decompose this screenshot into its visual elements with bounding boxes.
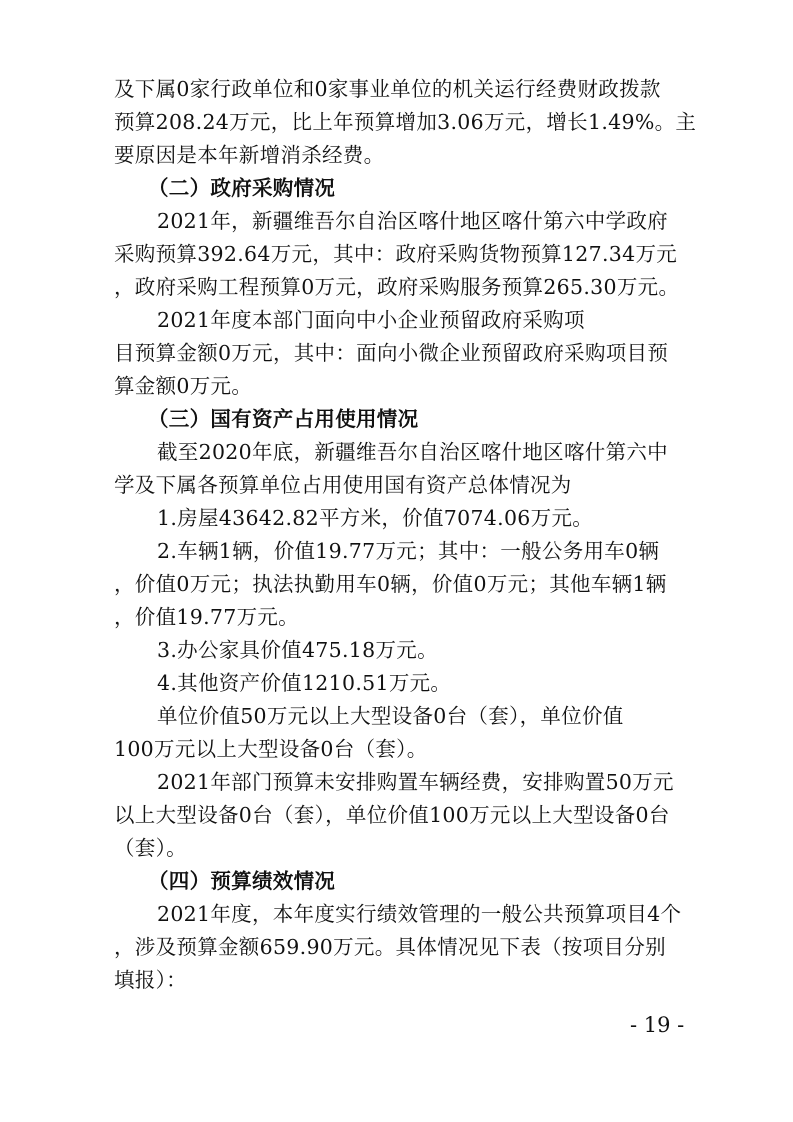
- page-number: - 19 -: [630, 1013, 685, 1037]
- body-text-line: ，价值0万元；执法执勤用车0辆，价值0万元；其他车辆1辆: [114, 572, 667, 596]
- body-text-line: 2021年，新疆维吾尔自治区喀什地区喀什第六中学政府: [157, 209, 668, 233]
- body-text-line: （套）。: [114, 836, 187, 860]
- body-text-line: ，涉及预算金额659.90万元。具体情况见下表（按项目分别: [114, 935, 666, 959]
- body-text-line: 4.其他资产价值1210.51万元。: [157, 671, 452, 695]
- section-heading: （二）政府采购情况: [148, 176, 336, 200]
- body-text-line: 单位价值50万元以上大型设备0台（套），单位价值: [157, 704, 624, 728]
- body-text-line: 2.车辆1辆，价值19.77万元；其中：一般公务用车0辆: [157, 539, 660, 563]
- body-text-line: 及下属0家行政单位和0家事业单位的机关运行经费财政拨款: [114, 77, 661, 101]
- body-text-line: 1.房屋43642.82平方米，价值7074.06万元。: [157, 506, 594, 530]
- body-text-line: 采购预算392.64万元，其中：政府采购货物预算127.34万元: [114, 242, 678, 266]
- section-heading: （四）预算绩效情况: [148, 869, 336, 893]
- body-text-line: 2021年度，本年度实行绩效管理的一般公共预算项目4个: [157, 902, 682, 926]
- body-text-line: 要原因是本年新增消杀经费。: [114, 143, 385, 167]
- body-text-line: 以上大型设备0台（套），单位价值100万元以上大型设备0台: [114, 803, 670, 827]
- body-text-line: 目预算金额0万元，其中：面向小微企业预留政府采购项目预: [114, 341, 669, 365]
- body-text-line: 截至2020年底，新疆维吾尔自治区喀什地区喀什第六中: [157, 440, 668, 464]
- body-text-line: 100万元以上大型设备0台（套）。: [114, 737, 428, 761]
- body-text-line: 3.办公家具价值475.18万元。: [157, 638, 438, 662]
- body-text-line: 算金额0万元。: [114, 374, 253, 398]
- body-text-line: 2021年部门预算未安排购置车辆经费，安排购置50万元: [157, 770, 674, 794]
- body-text-line: 填报）：: [114, 968, 187, 992]
- body-text-line: ，政府采购工程预算0万元，政府采购服务预算265.30万元。: [114, 275, 680, 299]
- section-heading: （三）国有资产占用使用情况: [148, 407, 419, 431]
- body-text-line: 2021年度本部门面向中小企业预留政府采购项: [157, 308, 585, 332]
- body-text-line: ，价值19.77万元。: [114, 605, 299, 629]
- body-text-line: 预算208.24万元，比上年预算增加3.06万元，增长1.49%。主: [114, 110, 697, 134]
- body-text-line: 学及下属各预算单位占用使用国有资产总体情况为: [114, 473, 572, 497]
